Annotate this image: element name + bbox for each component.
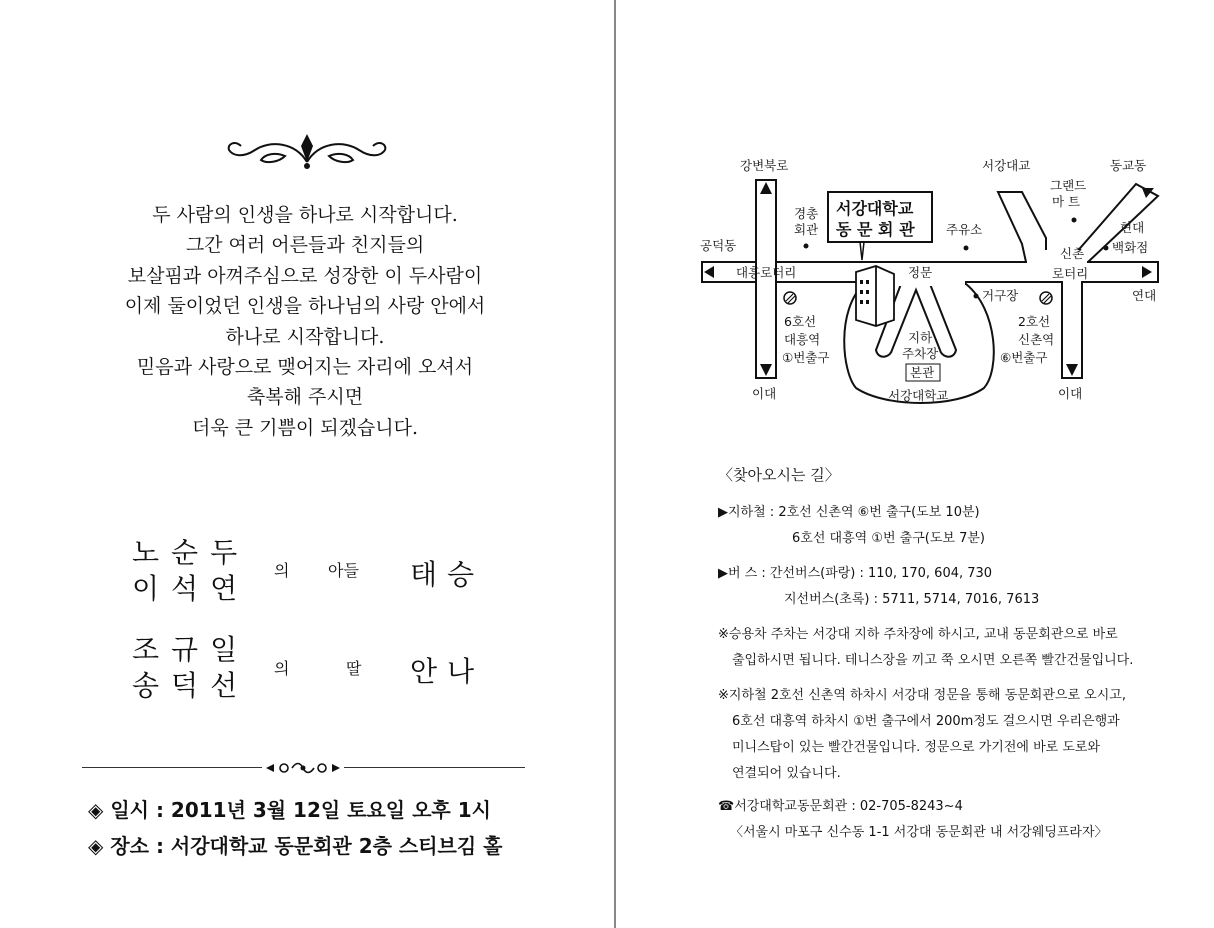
message-line: 더욱 큰 기쁨이 되겠습니다. <box>191 416 419 439</box>
map-label: 강변북로 <box>740 158 789 173</box>
map-label: ⑥번출구 <box>1000 350 1048 365</box>
directions-title: 〈찾아오시는 길〉 <box>718 466 840 484</box>
map-label: 연대 <box>1132 288 1157 303</box>
invitation-message <box>80 200 530 443</box>
message-line: 그간 여러 어른들과 친지들의 <box>185 234 425 257</box>
map-label: 동교동 <box>1110 158 1147 173</box>
message-line: 축복해 주시면 <box>246 386 364 409</box>
map-label: 마 트 <box>1052 194 1081 209</box>
message-line: 두 사람의 인생을 하나로 시작합니다. <box>152 204 458 226</box>
subway-note-4: 연결되어 있습니다. <box>732 766 841 781</box>
map-label: 회관 <box>794 222 819 237</box>
subway-line-2: 6호선 대흥역 ①번 출구(도보 7분) <box>792 531 986 546</box>
map-label: 대흥역 <box>784 332 821 347</box>
page-fold-line <box>614 0 616 928</box>
venue-address: 〈서울시 마포구 신수동 1-1 서강대 동문회관 내 서강웨딩프라자〉 <box>730 825 1108 840</box>
main-building-label: 본관 <box>910 365 935 380</box>
flourish-ornament-icon <box>225 132 390 172</box>
map-label: 공덕동 <box>700 238 737 253</box>
bus-line-1: ▶버 스 : 간선버스(파랑) : 110, 170, 604, 730 <box>718 566 993 581</box>
divider-ornament-icon <box>262 760 344 776</box>
campus-label: 서강대학교 <box>888 388 949 403</box>
groom-relation: 아들 <box>328 561 359 580</box>
map-label: 6호선 <box>784 314 817 329</box>
message-line: 하나로 시작합니다. <box>225 325 385 348</box>
venue-name-line2: 동 문 회 관 <box>836 220 915 239</box>
map-label: 현대 <box>1120 220 1145 235</box>
location-map <box>696 150 1174 412</box>
message-line: 이제 둘이었던 인생을 하나님의 사랑 안에서 <box>124 295 486 318</box>
map-label: 주유소 <box>946 222 983 237</box>
map-label: 백화점 <box>1112 240 1149 255</box>
venue-phone: ☎서강대학교동문회관 : 02-705-8243~4 <box>718 799 963 814</box>
bride-particle: 의 <box>274 659 290 678</box>
map-label: 로터리 <box>1052 266 1089 281</box>
map-label: ①번출구 <box>782 350 830 365</box>
map-label: 신촌역 <box>1018 332 1055 347</box>
message-line: 보살핌과 아껴주심으로 성장한 이 두사람이 <box>127 264 483 287</box>
car-note-2: 출입하시면 됩니다. 테니스장을 끼고 쭉 오시면 오른쪽 빨간건물입니다. <box>732 653 1134 668</box>
groom-name: 태승 <box>410 558 485 591</box>
subway-note-1: ※지하철 2호선 신촌역 하차시 서강대 정문을 통해 동문회관으로 오시고, <box>718 688 1126 703</box>
bride-mother-name: 송덕선 <box>132 669 250 702</box>
map-label: 정문 <box>908 265 933 280</box>
event-date: ◈ 일시 : 2011년 3월 12일 토요일 오후 1시 <box>88 798 491 822</box>
bride-father-name: 조규일 <box>132 633 250 666</box>
car-note-1: ※승용차 주차는 서강대 지하 주차장에 하시고, 교내 동문회관으로 바로 <box>718 627 1118 642</box>
map-label: 대흥로터리 <box>736 265 797 280</box>
map-label: 거구장 <box>982 288 1019 303</box>
groom-father-name: 노순두 <box>132 536 250 569</box>
map-label: 주차장 <box>902 346 939 361</box>
subway-note-2: 6호선 대흥역 하차시 ①번 출구에서 200m정도 걸으시면 우리은행과 <box>732 714 1120 729</box>
bus-line-2: 지선버스(초록) : 5711, 5714, 7016, 7613 <box>784 592 1040 607</box>
map-label: 이대 <box>1058 386 1083 401</box>
groom-particle: 의 <box>274 561 290 580</box>
map-label: 경총 <box>794 206 819 221</box>
bride-relation: 딸 <box>346 659 362 678</box>
venue-name-line1: 서강대학교 <box>836 199 914 218</box>
map-label: 이대 <box>752 386 777 401</box>
message-line: 믿음과 사랑으로 맺어지는 자리에 오셔서 <box>136 356 474 379</box>
groom-mother-name: 이석연 <box>132 572 250 605</box>
map-label: 서강대교 <box>982 158 1031 173</box>
subway-note-3: 미니스탑이 있는 빨간건물입니다. 정문으로 가기전에 바로 도로와 <box>732 740 1100 755</box>
bride-name: 안나 <box>410 655 485 688</box>
map-label: 2호선 <box>1018 314 1051 329</box>
map-label: 지하 <box>908 330 933 345</box>
subway-line-1: ▶지하철 : 2호선 신촌역 ⑥번 출구(도보 10분) <box>718 505 980 520</box>
map-label: 신촌 <box>1060 246 1085 261</box>
event-place: ◈ 장소 : 서강대학교 동문회관 2층 스티브김 홀 <box>88 834 503 858</box>
map-label: 그랜드 <box>1050 178 1087 193</box>
